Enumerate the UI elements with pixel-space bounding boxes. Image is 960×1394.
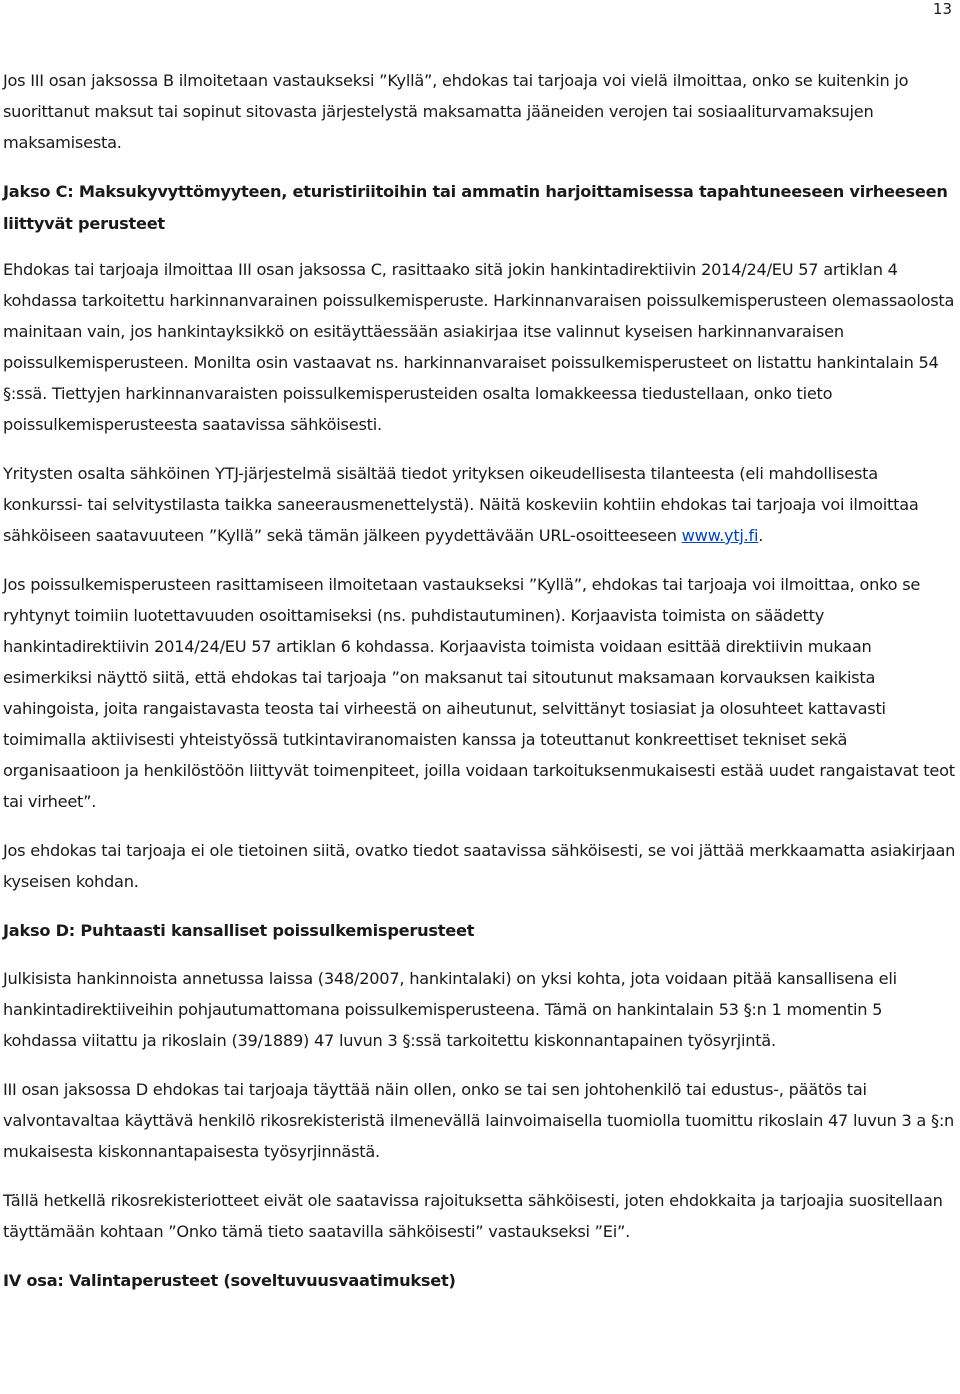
heading-section-c: Jakso C: Maksukyvyttömyyteen, eturistiriitoihin tai ammatin harjoittamisessa tapahtuneeseen virheeseen liittyvät perusteet <box>3 182 948 233</box>
heading-part-iv: IV osa: Valintaperusteet (soveltuvuusvaatimukset) <box>3 1270 456 1290</box>
page-number: 13 <box>932 0 952 18</box>
paragraph-national-grounds: Julkisista hankinnoista annetussa laissa (348/2007, hankintalaki) on yksi kohta, jota voidaan pitää kansallisena eli hankintadirektiiveihin pohjautumattomana poissulkemisperusteena. Tämä on hankintalain 53 §:n 1 momentin 5 kohdassa viitattu ja rikoslain (39/1889) 47 luvun 3 §:ssä tarkoitettu kiskonnantapainen työsyrjintä. <box>3 968 897 1050</box>
paragraph-ytj-system <box>3 458 957 551</box>
paragraph-electronic-unknown: Jos ehdokas tai tarjoaja ei ole tietoinen siitä, ovatko tiedot saatavissa sähköisesti, se voi jättää merkkaamatta asiakirjaan kyseisen kohdan. <box>3 841 956 891</box>
document-body <box>3 65 957 1296</box>
paragraph-ytj-text: Yritysten osalta sähköinen YTJ-järjestelmä sisältää tiedot yrityksen oikeudellisesta tilanteesta (eli mahdollisesta konkurssi- tai selvitystilasta taikka saneerausmenettelystä). Näitä koskeviin kohtiin ehdokas tai tarjoaja voi ilmoittaa sähköiseen saatavuuteen ”Kyllä” sekä tämän jälkeen pyydettävään URL-osoitteeseen <box>3 464 919 545</box>
paragraph-criminal-records: Tällä hetkellä rikosrekisteriotteet eivät ole saatavissa rajoituksetta sähköisesti, joten ehdokkaita ja tarjoajia suositellaan täyttämään kohtaan ”Onko tämä tieto saatavilla sähköisesti” vastaukseksi ”Ei”. <box>3 1190 943 1241</box>
paragraph-section-b-note: Jos III osan jaksossa B ilmoitetaan vastaukseksi ”Kyllä”, ehdokas tai tarjoaja voi vielä ilmoittaa, onko se kuitenkin jo suorittanut maksut tai sopinut sitovasta järjestelystä maksamatta jääneiden verojen tai sosiaaliturvamaksujen maksamisesta. <box>3 71 909 152</box>
heading-section-d: Jakso D: Puhtaasti kansalliset poissulkemisperusteet <box>3 921 475 940</box>
paragraph-section-c-discretionary: Ehdokas tai tarjoaja ilmoittaa III osan jaksossa C, rasittaako sitä jokin hankintadirektiivin 2014/24/EU 57 artiklan 4 kohdassa tarkoitettu harkinnanvarainen poissulkemisperuste. Harkinnanvaraisen poissulkemisperusteen olemassaolosta mainitaan vain, jos hankintayksikkö on esitäyttäessään asiakirjaa itse valinnut kyseisen harkinnanvaraisen poissulkemisperusteen. Monilta osin vastaavat ns. harkinnanvaraiset poissulkemisperusteet on listattu hankintalain 54 §:ssä. Tiettyjen harkinnanvaraisten poissulkemisperusteiden osalta lomakkeessa tiedustellaan, onko tieto poissulkemisperusteesta saatavissa sähköisesti. <box>3 260 955 434</box>
paragraph-section-d-fill: III osan jaksossa D ehdokas tai tarjoaja täyttää näin ollen, onko se tai sen johtohenkilö tai edustus-, päätös tai valvontavaltaa käyttävä henkilö rikosrekisteristä ilmenevällä lainvoimaisella tuomiolla tuomittu rikoslain 47 luvun 3 a §:n mukaisesta kiskonnantapaisesta työsyrjinnästä. <box>3 1079 955 1161</box>
paragraph-self-cleaning: Jos poissulkemisperusteen rasittamiseen ilmoitetaan vastaukseksi ”Kyllä”, ehdokas tai tarjoaja voi ilmoittaa, onko se ryhtynyt toimiin luotettavuuden osoittamiseksi (ns. puhdistautuminen). Korjaavista toimista on säädetty hankintadirektiivin 2014/24/EU 57 artiklan 6 kohdassa. Korjaavista toimista voidaan esittää direktiivin mukaan esimerkiksi näyttö siitä, että ehdokas tai tarjoaja ”on maksanut tai sitoutunut maksamaan korvauksen kaikista vahingoista, joita rangaistavasta teosta tai virheestä on aiheutunut, selvittänyt tosiasiat ja olosuhteet kattavasti toimimalla aktiivisesti yhteistyössä tutkintaviranomaisten kanssa ja toteuttanut konkreettiset tekniset sekä organisaatioon ja henkilöstöön liittyvät toimenpiteet, joilla voidaan tarkoituksenmukaisesti estää uudet rangaistavat teot tai virheet”. <box>3 575 955 811</box>
paragraph-ytj-end: . <box>758 526 764 545</box>
ytj-link[interactable]: www.ytj.fi <box>681 526 759 545</box>
